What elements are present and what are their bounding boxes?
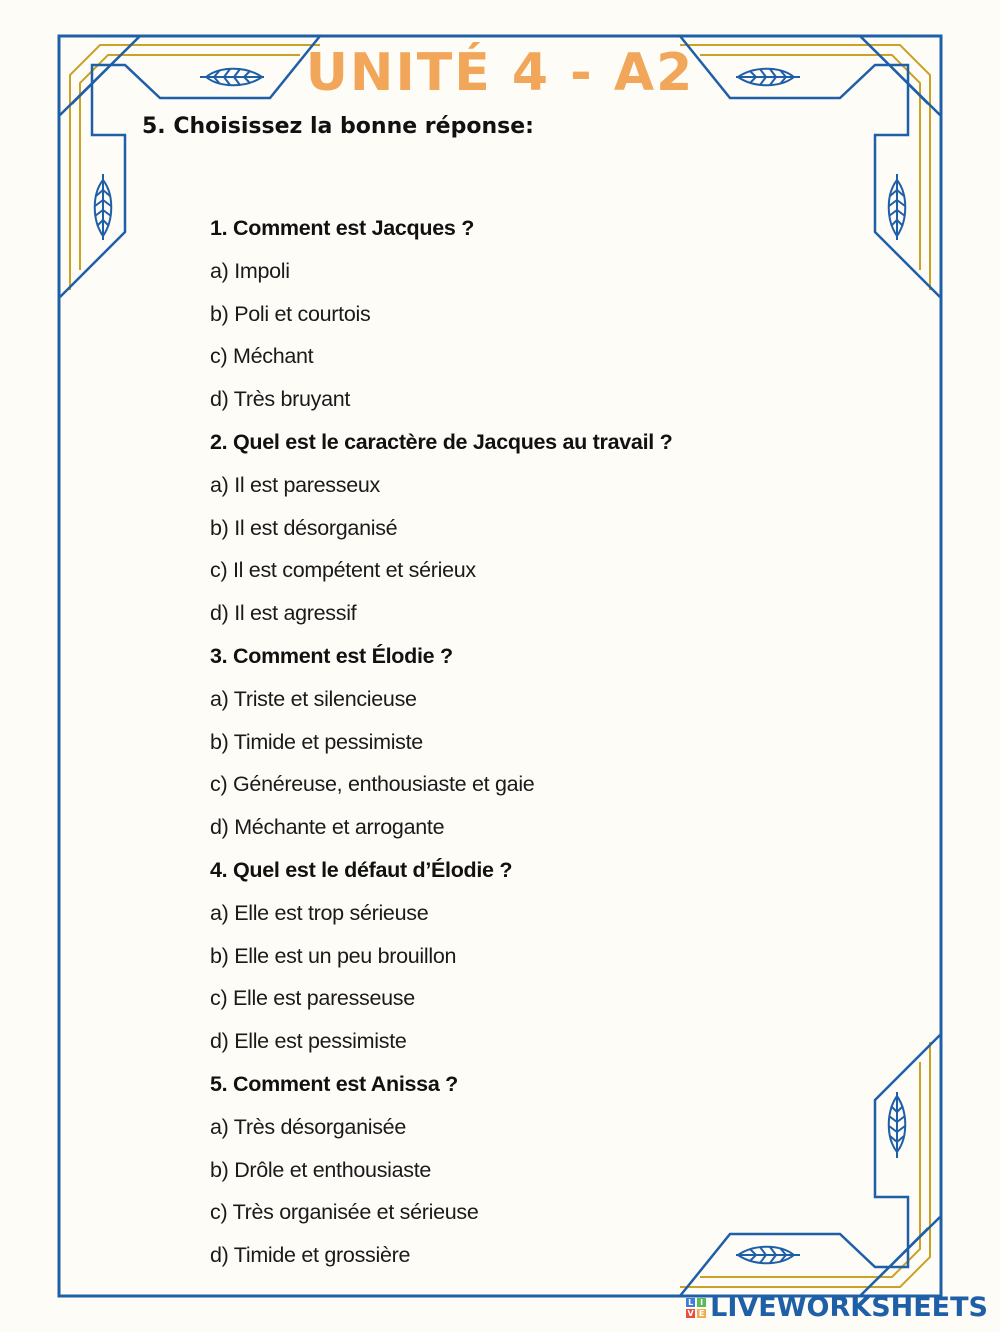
option-3b[interactable]: b) Timide et pessimiste xyxy=(210,729,423,754)
page-title: UNITÉ 4 - A2 xyxy=(305,43,695,103)
question-5: 5. Comment est Anissa ? xyxy=(210,1071,458,1096)
option-5d[interactable]: d) Timide et grossière xyxy=(210,1243,411,1268)
question-1: 1. Comment est Jacques ? xyxy=(210,216,475,240)
option-4a[interactable]: a) Elle est trop sérieuse xyxy=(210,900,429,925)
liveworksheets-footer[interactable] xyxy=(686,1290,988,1326)
option-1c[interactable]: c) Méchant xyxy=(210,344,314,369)
option-3a[interactable]: a) Triste et silencieuse xyxy=(210,686,417,711)
option-2c[interactable]: c) Il est compétent et sérieux xyxy=(210,558,476,583)
option-2d[interactable]: d) Il est agressif xyxy=(210,601,357,626)
option-2b[interactable]: b) Il est désorganisé xyxy=(210,515,398,540)
logo-letter-l: L xyxy=(688,1298,694,1307)
option-5c[interactable]: c) Très organisée et sérieuse xyxy=(210,1200,479,1225)
option-4c[interactable]: c) Elle est paresseuse xyxy=(210,986,415,1011)
option-1a[interactable]: a) Impoli xyxy=(210,258,290,283)
exercise-instruction: 5. Choisissez la bonne réponse: xyxy=(142,114,534,139)
option-1d[interactable]: d) Très bruyant xyxy=(210,387,351,412)
option-3c[interactable]: c) Généreuse, enthousiaste et gaie xyxy=(210,772,535,797)
option-4d[interactable]: d) Elle est pessimiste xyxy=(210,1029,407,1054)
option-4b[interactable]: b) Elle est un peu brouillon xyxy=(210,943,457,968)
quiz-list xyxy=(210,207,850,1277)
option-3d[interactable]: d) Méchante et arrogante xyxy=(210,815,445,840)
option-5a[interactable]: a) Très désorganisée xyxy=(210,1114,406,1139)
brand-name: LIVEWORKSHEETS xyxy=(710,1292,988,1323)
logo-letter-i: I xyxy=(697,1298,706,1307)
logo-letter-e: E xyxy=(698,1309,705,1318)
option-1b[interactable]: b) Poli et courtois xyxy=(210,301,371,326)
option-5b[interactable]: b) Drôle et enthousiaste xyxy=(210,1157,432,1182)
question-4: 4. Quel est le défaut d’Élodie ? xyxy=(210,857,513,882)
question-2: 2. Quel est le caractère de Jacques au travail ? xyxy=(210,429,673,454)
liveworksheets-logo-icon xyxy=(686,1298,706,1318)
option-2a[interactable]: a) Il est paresseux xyxy=(210,472,380,497)
question-3: 3. Comment est Élodie ? xyxy=(210,643,453,668)
logo-letter-v: V xyxy=(687,1309,694,1318)
